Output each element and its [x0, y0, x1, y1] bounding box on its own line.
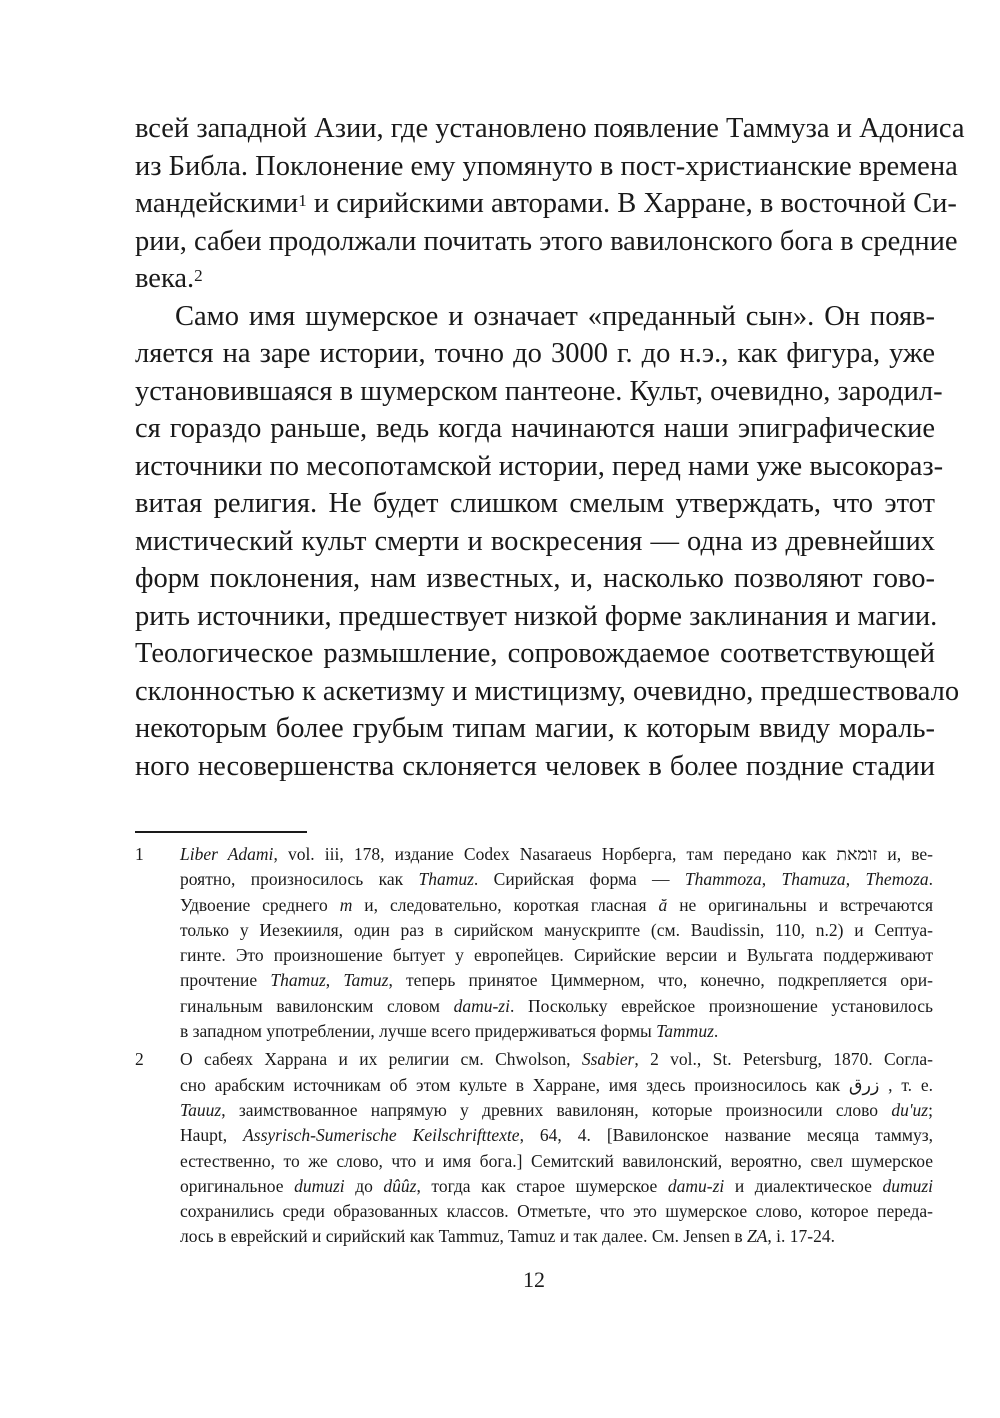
text-run: זומאת	[836, 844, 878, 864]
italic-run: dumuzi	[294, 1175, 345, 1196]
text-run: , заимствованное напрямую у древних вавилонян, которые произносили слово	[221, 1099, 892, 1120]
footnote-line	[180, 968, 933, 993]
footnote-number: 1	[135, 844, 144, 864]
footnote-line	[180, 1073, 933, 1098]
text-run: Haupt,	[180, 1125, 244, 1146]
footnote-line	[180, 1174, 933, 1199]
italic-run: Assyrisch-Sumerische Keilschrifttexte	[243, 1125, 520, 1146]
text-run: и, ве-	[877, 844, 934, 864]
main-text	[135, 110, 965, 785]
italic-run: Thamuz	[418, 869, 474, 890]
footnote-line	[180, 918, 933, 943]
text-run: , 2 vol., St. Petersburg, 1870. Согла-	[634, 1049, 933, 1070]
text-line: рить источники, предшествует низкой форме заклинания и магии.	[135, 600, 938, 632]
text-run: , теперь принятое Циммерном, что, конечно, подкрепляется ори-	[388, 970, 933, 991]
text-line: источники по месопотамской истории, перед нами уже высокораз-	[135, 450, 944, 482]
text-line: Теологическое размышление, сопровождаемое соответствующей	[135, 638, 935, 669]
text-run: Удвоение среднего	[180, 894, 340, 915]
text-run: , т. е.	[879, 1074, 933, 1095]
italic-run: Tauuz	[180, 1099, 222, 1120]
footnote-ref: 1	[298, 191, 307, 211]
text-run: гинте. Это произношение бытует у европейцев. Сирийские версии и Вульгата поддерживают	[180, 945, 933, 966]
text-run: в западном употреблении, лучше всего придерживаться формы	[180, 1021, 657, 1042]
footnote-line	[180, 1224, 933, 1249]
text-run: ;	[928, 1099, 933, 1120]
text-line: рии, сабеи продолжали почитать этого вавилонского бога в средние	[135, 225, 958, 257]
text-run: не оригинальны и встречаются	[667, 894, 933, 915]
footnote-line	[180, 1098, 933, 1123]
text-line: ляется на заре истории, точно до 3000 г. до н.э., как фигура, уже	[135, 338, 935, 369]
italic-run: Tamuz	[343, 970, 389, 991]
text-run: زرق	[848, 1074, 880, 1095]
page-number: 12	[523, 1267, 545, 1292]
text-line: склонностью к аскетизму и мистицизму, очевидно, предшествовало	[135, 675, 960, 707]
text-run: .	[928, 869, 934, 890]
text-run: оригинальное	[180, 1175, 295, 1196]
footnote-line	[180, 1123, 933, 1148]
text-run: .	[713, 1021, 719, 1042]
footnote-line	[180, 893, 933, 918]
text-line: витая религия. Не будет слишком смелым утверждать, что этот	[135, 488, 935, 519]
text-run: лось в еврейский и сирийский как Tammuz, Tamuz и так далее. См. Jensen в	[180, 1226, 747, 1247]
footnote-divider	[135, 831, 307, 833]
text-run: ,	[845, 869, 866, 890]
footnote-line	[180, 867, 933, 892]
italic-run: Thamuz	[270, 970, 326, 991]
text-run: ,	[325, 970, 344, 991]
italic-run: Tammuz	[656, 1021, 714, 1042]
italic-run: damu-zi	[453, 995, 510, 1016]
text-line: мандейскими$^1$ и сирийскими авторами. В Харране, в восточной Си-	[135, 188, 957, 219]
footnotes	[135, 842, 933, 1253]
text-run: прочтение	[180, 970, 271, 991]
text-run: только у Иезекииля, один раз в сирийском манускрипте (см. Baudissin, 110, n.2) и Септуа-	[180, 919, 933, 940]
text-run: , vol. iii, 178, издание Codex Nasaraeus Норберга, там передано как	[273, 844, 837, 864]
text-run: . Поскольку еврейское произношение установилось	[509, 995, 933, 1016]
italic-run: damu-zi	[667, 1175, 725, 1196]
text-run: , i. 17-24.	[767, 1226, 835, 1247]
text-line: Само имя шумерское и означает «преданный сын». Он появ-	[175, 300, 935, 332]
text-line: ного несовершенства склоняется человек в более поздние стадии	[135, 750, 935, 782]
italic-run: dumuzi	[882, 1175, 933, 1196]
text-line: ся гораздо раньше, ведь когда начинаются наши эпиграфические	[135, 413, 935, 444]
footnote-number: 2	[135, 1049, 144, 1070]
text-line: века.$^2$	[135, 263, 203, 294]
text-run: гинальным вавилонским словом	[180, 995, 454, 1016]
footnote-line	[180, 1019, 933, 1044]
footnote	[135, 1047, 933, 1249]
text-run: естественно, то же слово, что и имя бога.] Семитский вавилонский, вероятно, свел шумерское	[180, 1150, 933, 1171]
text-run: и, следовательно, короткая гласная	[352, 894, 659, 915]
italic-run: ZA	[746, 1226, 768, 1247]
italic-run: Thamuza	[781, 869, 846, 890]
text-line: из Библа. Поклонение ему упомянуто в пост-христианские времена	[135, 150, 958, 182]
italic-run: dûûz	[383, 1175, 417, 1196]
text-run: до	[344, 1175, 384, 1196]
italic-run: m	[339, 894, 353, 915]
italic-run: ă	[658, 894, 668, 915]
text-line: всей западной Азии, где установлено появление Таммуза и Адониса	[135, 113, 965, 144]
text-run: О сабеях Харрана и их религии см. Chwolson,	[180, 1049, 582, 1070]
italic-run: Themoza	[865, 869, 929, 890]
footnote-line	[180, 842, 933, 867]
italic-run: Ssabier	[581, 1049, 635, 1070]
footnote-text	[180, 842, 933, 1044]
text-line: форм поклонения, нам известных, и, насколько позволяют гово-	[135, 563, 935, 594]
italic-run: Liber Adami	[180, 844, 274, 864]
footnote-line	[180, 1199, 933, 1224]
footnote-line	[180, 1149, 933, 1174]
footnote-line	[180, 994, 933, 1019]
footnote	[135, 842, 933, 1044]
footnote-line	[180, 943, 933, 968]
text-run: сно арабским источникам об этом культе в Харране, имя здесь произносилось как	[180, 1074, 849, 1095]
text-run: , тогда как старое шумерское	[416, 1175, 668, 1196]
text-run: роятно, произносилось как	[180, 869, 419, 890]
footnote-text	[180, 1047, 933, 1249]
text-line: мистический культ смерти и воскресения — одна из древнейших	[135, 525, 935, 557]
text-run: . Сирийская форма —	[473, 869, 685, 890]
footnote-ref: 2	[194, 266, 203, 286]
text-line: установившаяся в шумерском пантеоне. Культ, очевидно, зародил-	[135, 375, 943, 407]
italic-run: Thammoza	[684, 869, 762, 890]
text-run: сохранились среди образованных классов. Отметьте, что это шумерское слово, которое переда-	[180, 1201, 933, 1222]
text-run: , 64, 4. [Вавилонское название месяца таммуз,	[519, 1125, 933, 1146]
text-run: и диалектическое	[724, 1175, 883, 1196]
italic-run: du'uz	[891, 1099, 929, 1120]
text-line: некоторым более грубым типам магии, к которым ввиду мораль-	[135, 713, 935, 744]
footnote-line	[180, 1047, 933, 1072]
text-run: ,	[761, 869, 782, 890]
